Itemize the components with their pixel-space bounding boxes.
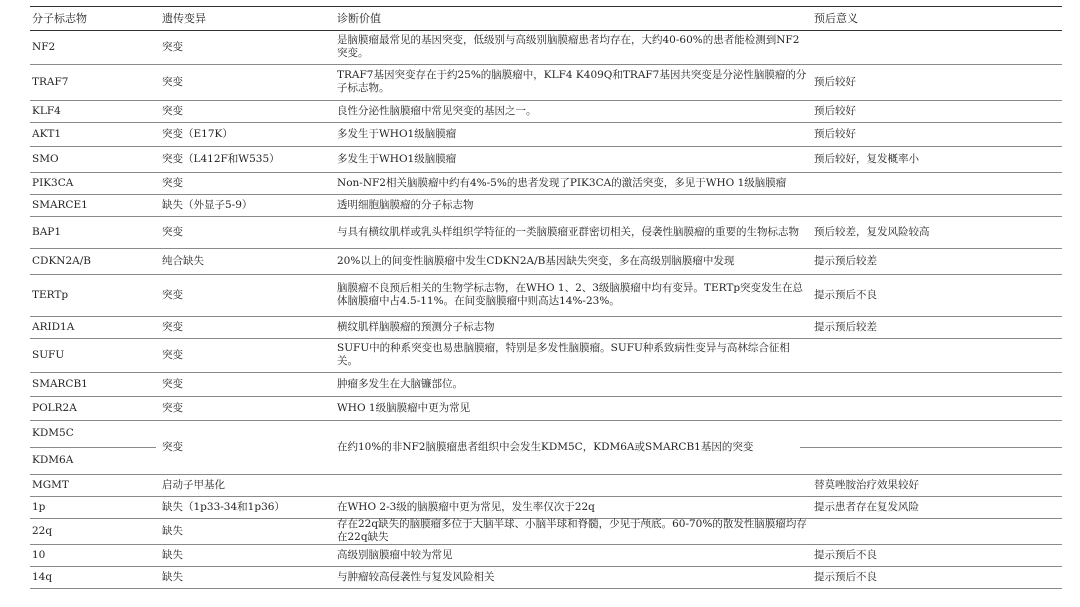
cell-prognosis: 提示患者存在复发风险: [814, 500, 919, 513]
cell-diagnostic: TRAF7基因突变存在于约25%的脑膜瘤中，KLF4 K409Q和TRAF7基因共突变是分泌性脑膜瘤的分子标志物。: [337, 69, 807, 94]
table-row: [30, 248, 1062, 275]
cell-diagnostic: WHO 1级脑膜瘤中更为常见: [337, 401, 471, 414]
cell-variant: 突变: [162, 401, 183, 414]
cell-marker: NF2: [32, 40, 56, 53]
cell-diagnostic: 多发生于WHO1级脑膜瘤: [337, 127, 457, 140]
cell-marker: SMO: [32, 152, 59, 165]
cell-diagnostic: 多发生于WHO1级脑膜瘤: [337, 152, 457, 165]
cell-prognosis: [814, 172, 1054, 194]
cell-variant: 突变: [162, 348, 183, 361]
table-row: [30, 122, 1062, 147]
cell-diagnostic: 与具有横纹肌样或乳头样组织学特征的一类脑膜瘤亚群密切相关，侵袭性脑膜瘤的重要的生物标志物: [337, 225, 799, 238]
cell-marker: SMARCE1: [32, 198, 88, 211]
cell-prognosis: [814, 30, 1054, 64]
cell-prognosis: [814, 372, 1054, 396]
header-marker: 分子标志物: [32, 11, 87, 25]
header-variant: 遗传变异: [162, 11, 206, 25]
cell-marker: 22q: [32, 524, 53, 537]
table-row: [30, 100, 1062, 123]
cell-prognosis: [814, 396, 1054, 420]
table-row: [30, 496, 1062, 519]
cell-diagnostic: 横纹肌样脑膜瘤的预测分子标志物: [337, 320, 495, 333]
table-row: [30, 518, 1062, 545]
cell-diagnostic: 存在22q缺失的脑膜瘤多位于大脑半球、小脑半球和脊髓，少见于颅底。60-70%的散发性脑膜瘤均存在22q缺失: [337, 518, 807, 543]
cell-variant: 突变（L412F和W535）: [162, 152, 280, 165]
cell-marker: BAP1: [32, 225, 62, 238]
cell-variant: 突变: [162, 320, 183, 333]
cell-variant: 缺失: [162, 524, 183, 537]
table-row: [30, 474, 1062, 497]
cell-prognosis: [814, 338, 1054, 372]
cell-marker: TERTp: [32, 288, 69, 301]
cell-variant: 突变: [162, 104, 183, 117]
table-row: [30, 338, 1062, 373]
cell-marker: TRAF7: [32, 75, 69, 88]
cell-diagnostic: 高级别脑膜瘤中较为常见: [337, 548, 453, 561]
header-diagnostic: 诊断价值: [337, 11, 381, 25]
cell-marker-secondary: KDM6A: [32, 454, 74, 466]
cell-prognosis: 预后较好: [814, 75, 856, 88]
cell-prognosis: 替莫唑胺治疗效果较好: [814, 478, 919, 491]
cell-variant: 缺失（1p33-34和1p36）: [162, 500, 285, 513]
cell-prognosis: 预后较差，复发风险较高: [814, 225, 930, 238]
cell-prognosis: 预后较好，复发概率小: [814, 152, 919, 165]
table-row: [30, 316, 1062, 339]
table-row: [30, 194, 1062, 217]
cell-marker: AKT1: [32, 127, 62, 140]
table-row: [30, 216, 1062, 249]
cell-prognosis: 提示预后不良: [814, 570, 877, 583]
cell-marker: 10: [32, 548, 46, 561]
cell-diagnostic: 肿瘤多发生在大脑镰部位。: [337, 377, 463, 390]
cell-marker: SMARCB1: [32, 377, 88, 390]
cell-marker: CDKN2A/B: [32, 254, 92, 267]
cell-variant: 突变: [162, 288, 183, 301]
cell-prognosis: 提示预后较差: [814, 320, 877, 333]
cell-marker: KLF4: [32, 104, 61, 117]
cell-diagnostic: 良性分泌性脑膜瘤中常见突变的基因之一。: [337, 104, 537, 117]
cell-variant: 纯合缺失: [162, 254, 204, 267]
cell-variant: 缺失: [162, 548, 183, 561]
table-row: [30, 566, 1062, 589]
cell-variant: 启动子甲基化: [162, 478, 225, 491]
cell-diagnostic: 与肿瘤较高侵袭性与复发风险相关: [337, 570, 495, 583]
table-header-row: [30, 6, 1062, 31]
cell-diagnostic: 在约10%的非NF2脑膜瘤患者组织中会发生KDM5C，KDM6A或SMARCB1基因的突变: [337, 440, 754, 453]
cell-prognosis: [814, 420, 1054, 474]
cell-marker: ARID1A: [32, 320, 75, 333]
cell-diagnostic: [337, 474, 809, 496]
cell-diagnostic: 透明细胞脑膜瘤的分子标志物: [337, 198, 474, 211]
table-row: [30, 172, 1062, 195]
table-row: [30, 30, 1062, 65]
cell-prognosis: 提示预后不良: [814, 288, 877, 301]
cell-marker: SUFU: [32, 348, 65, 361]
cell-diagnostic: 在WHO 2-3级的脑膜瘤中更为常见，发生率仅次于22q: [337, 500, 595, 513]
cell-diagnostic: SUFU中的种系突变也易患脑膜瘤，特别是多发性脑膜瘤。SUFU种系致病性变异与高林综合征相关。: [337, 342, 790, 367]
cell-prognosis: 提示预后较差: [814, 254, 877, 267]
cell-prognosis: [814, 518, 1054, 544]
cell-variant: 突变（E17K）: [162, 127, 233, 140]
cell-marker: 1p: [32, 500, 46, 513]
cell-marker: 14q: [32, 570, 53, 583]
cell-variant: 突变: [162, 440, 183, 453]
cell-variant: 突变: [162, 377, 183, 390]
cell-variant: 突变: [162, 40, 183, 53]
table-row: [30, 64, 1062, 101]
table-row: [30, 146, 1062, 173]
cell-marker: KDM5C: [32, 427, 74, 439]
header-prognosis: 预后意义: [814, 11, 858, 25]
table-row: [30, 420, 1062, 475]
cell-marker: PIK3CA: [32, 176, 74, 189]
cell-variant: 缺失（外显子5-9）: [162, 198, 253, 211]
cell-marker: POLR2A: [32, 401, 77, 414]
cell-diagnostic: Non-NF2相关脑膜瘤中约有4%-5%的患者发现了PIK3CA的激活突变，多见于WHO 1级脑膜瘤: [337, 176, 787, 189]
cell-variant: 突变: [162, 75, 183, 88]
table-row: [30, 544, 1062, 567]
table-row: [30, 274, 1062, 317]
cell-variant: 缺失: [162, 570, 183, 583]
table-row: [30, 396, 1062, 421]
table-row: [30, 372, 1062, 397]
cell-prognosis: [814, 194, 1054, 216]
cell-prognosis: 预后较好: [814, 104, 856, 117]
cell-marker: MGMT: [32, 478, 69, 491]
cell-variant: 突变: [162, 176, 183, 189]
cell-diagnostic: 是脑膜瘤最常见的基因突变，低级别与高级别脑膜瘤患者均存在，大约40-60%的患者能检测到NF2突变。: [337, 34, 800, 59]
cell-prognosis: 提示预后不良: [814, 548, 877, 561]
cell-variant: 突变: [162, 225, 183, 238]
cell-diagnostic: 脑膜瘤不良预后相关的生物学标志物，在WHO 1、2、3级脑膜瘤中均有变异。TERTp突变发生在总体脑膜瘤中占4.5-11%。在间变脑膜瘤中则高达14%-23%。: [337, 282, 804, 307]
cell-prognosis: 预后较好: [814, 127, 856, 140]
cell-diagnostic: 20%以上的间变性脑膜瘤中发生CDKN2A/B基因缺失突变，多在高级别脑膜瘤中发现: [337, 254, 735, 267]
